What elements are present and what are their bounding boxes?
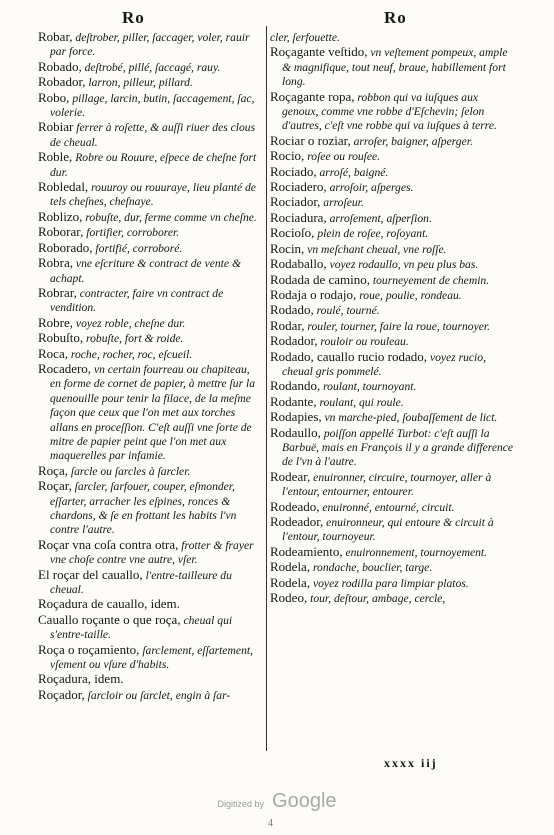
dictionary-entry — [270, 515, 515, 545]
definition: deſtrober, piller, ſaccager, voler, rauir par force. — [50, 31, 250, 59]
headword: Rocin, — [270, 240, 305, 256]
headword: Rodear, — [270, 468, 311, 484]
dictionary-entry — [38, 150, 262, 180]
headword: Rodeamiento, — [270, 543, 343, 559]
definition: arroſé, baigné. — [316, 165, 389, 179]
definition: cler, ſerfouette. — [270, 31, 340, 44]
definition: rouuroy ou rouuraye, lieu planté de tels cheſnes, cheſnaye. — [50, 181, 256, 209]
definition: robuſte, dur, ferme comme vn cheſne. — [82, 210, 257, 224]
definition: vn veſtement pompeux, ample & magnifique, tout neuf, braue, habillement fort long. — [282, 46, 508, 89]
headword: Rodada de camino, — [270, 271, 370, 287]
headword: Robado, — [38, 58, 82, 74]
dictionary-entry — [38, 256, 262, 286]
definition: poiſſon appellé Turbot: c'eſt auſſi la Barbuë, mais en François il y a grande difference de l'vn à l'autre. — [282, 426, 514, 469]
definition: roulé, tourné. — [313, 304, 380, 318]
dictionary-entry — [270, 560, 515, 575]
headword: Rociadero, — [270, 179, 327, 195]
dictionary-entry — [38, 464, 262, 479]
headword: Rodar, — [270, 317, 305, 333]
headword: Roçadura, idem. — [38, 671, 124, 687]
column-divider — [266, 26, 267, 751]
definition: rouloir ou rouleau. — [317, 335, 409, 349]
definition: vn marche-pied, ſoubaſſement de lict. — [321, 411, 498, 425]
definition: Robre ou Rouure, eſpece de cheſne fort dur. — [50, 151, 257, 179]
headword: Roça, — [38, 462, 68, 478]
headword: Robiar — [38, 119, 74, 135]
definition: roulant, tournoyant. — [320, 380, 417, 394]
headword: Rodador, — [270, 333, 318, 349]
digitized-label: Digitized by — [217, 799, 265, 809]
headword: Rodado, cauallo rucio rodado, — [270, 348, 428, 364]
dictionary-entry — [38, 672, 262, 687]
dictionary-entry — [270, 180, 515, 195]
dictionary-entry — [38, 597, 262, 612]
definition: enuironnement, tournoyement. — [342, 545, 488, 559]
definition: fortifié, corroboré. — [92, 241, 183, 255]
headword: Robo, — [38, 89, 70, 105]
definition: plein de roſee, roſoyant. — [314, 227, 429, 241]
definition: roulant, qui roule. — [316, 395, 404, 409]
dictionary-entry — [270, 165, 515, 180]
dictionary-entry — [270, 134, 515, 149]
headword: Robador, — [38, 74, 86, 90]
definition: tourneyement de chemin. — [370, 273, 490, 287]
definition: voyez rodilla para limpiar platos. — [310, 576, 469, 590]
dictionary-entry — [270, 288, 515, 303]
headword: Roça o roçamiento, — [38, 641, 140, 657]
dictionary-entry — [270, 379, 515, 394]
definition: enuironner, circuire, tournoyer, aller à l'entour, entourner, entourer. — [282, 470, 492, 499]
dictionary-entry — [270, 90, 515, 134]
headword: Roçar, — [38, 478, 72, 494]
definition: larron, pilleur, pillard. — [85, 76, 193, 90]
headword: Roborado, — [38, 239, 93, 255]
definition: tour, deſtour, ambage, cercle, — [307, 592, 446, 606]
definition: arroſeur. — [320, 196, 364, 210]
definition: ſarclement, eſſartement, vſement ou vſure d'habits. — [50, 643, 253, 672]
page-mark: 4 — [268, 818, 273, 829]
left-column — [38, 30, 262, 703]
definition: roſee ou rouſee. — [304, 150, 381, 164]
definition: vne eſcriture & contract de vente & achapt. — [50, 257, 241, 285]
dictionary-entry — [38, 316, 262, 331]
definition: arroſement, aſperſion. — [326, 211, 432, 225]
definition: ſarcler, ſarfouer, couper, eſmonder, eſſarter, arracher les eſpines, ronces & chardons, & ſe en frottant les habits l'vn contre l'autre. — [50, 480, 237, 537]
dictionary-entry — [270, 319, 515, 334]
definition: enuironné, entourné, circuit. — [319, 500, 455, 514]
headword: Roçagante veſtido, — [270, 44, 368, 60]
headword: Rodado, — [270, 302, 314, 318]
dictionary-entry — [270, 334, 515, 349]
signature-mark: xxxx iij — [384, 756, 438, 770]
headword: Rodaja o rodajo, — [270, 286, 357, 302]
headword: Roca, — [38, 345, 68, 361]
headword: El roçar del cauallo, — [38, 566, 143, 582]
headword: Rociado, — [270, 163, 317, 179]
dictionary-entry — [38, 180, 262, 210]
headword: Rodeador, — [270, 514, 324, 529]
headword: Roçador, — [38, 686, 85, 702]
headword: Rocadero, — [38, 360, 92, 376]
definition: l'entre-tailleure du cheual. — [50, 568, 232, 597]
dictionary-entry — [38, 225, 262, 240]
definition: ferrer à roſette, & auſſi riuer des clous de cheual. — [50, 121, 256, 149]
dictionary-entry — [38, 688, 262, 703]
dictionary-entry — [270, 576, 515, 591]
headword: Rodaballo, — [270, 256, 327, 272]
headword: Rodeo, — [270, 590, 308, 606]
headword: Rodapies, — [270, 409, 322, 425]
definition: arroſoir, aſperges. — [326, 181, 414, 195]
dictionary-entry — [270, 470, 515, 500]
dictionary-entry — [38, 331, 262, 346]
dictionary-entry — [38, 613, 262, 643]
dictionary-entry — [38, 30, 262, 60]
dictionary-entry — [270, 149, 515, 164]
headword: Robra, — [38, 255, 74, 271]
headword: Roborar, — [38, 224, 84, 240]
definition: arroſer, baigner, aſperger. — [350, 134, 473, 148]
definition: voyez rucio, cheual gris pommelé. — [282, 350, 486, 378]
headword: Cauallo roçante o que roça, — [38, 611, 181, 627]
dictionary-entry — [38, 538, 262, 568]
dictionary-entry — [270, 242, 515, 257]
dictionary-entry — [38, 286, 262, 316]
google-logo: Google — [272, 790, 337, 812]
dictionary-entry — [270, 30, 515, 45]
dictionary-entry — [270, 211, 515, 226]
dictionary-entry — [270, 500, 515, 515]
headword: Robledal, — [38, 179, 89, 195]
dictionary-entry — [270, 350, 515, 380]
dictionary-entry — [270, 273, 515, 288]
dictionary-entry — [270, 591, 515, 606]
dictionary-entry — [270, 226, 515, 241]
headword: Roblizo, — [38, 208, 83, 224]
definition: cheual qui s'entre-taille. — [50, 613, 233, 642]
definition: pillage, larcin, butin, ſaccagement, ſac, volerie. — [50, 91, 255, 120]
definition: roche, rocher, roc, eſcueil. — [67, 347, 193, 361]
dictionary-entry — [270, 545, 515, 560]
headword: Robar, — [38, 29, 73, 44]
definition: fortifier, corroborer. — [83, 226, 180, 240]
definition: voyez roble, cheſne dur. — [73, 316, 186, 330]
running-head-left: Ro — [122, 8, 145, 27]
dictionary-entry — [38, 643, 262, 673]
dictionary-entry — [270, 195, 515, 210]
definition: ſarcle ou ſarcles à ſarcler. — [67, 464, 191, 478]
headword: Roçar vna coſa contra otra, — [38, 536, 179, 552]
headword: Roçadura de cauallo, idem. — [38, 596, 180, 612]
dictionary-entry — [38, 60, 262, 75]
definition: contracter, faire vn contract de vendition. — [50, 286, 224, 315]
definition: enuironneur, qui entoure & circuit à l'entour, tournoyeur. — [282, 516, 494, 544]
dictionary-entry — [270, 426, 515, 470]
headword: Robre, — [38, 314, 74, 330]
dictionary-entry — [38, 210, 262, 225]
headword: Rociar o roziar, — [270, 132, 351, 148]
dictionary-entry — [38, 75, 262, 90]
headword: Rodeado, — [270, 498, 320, 514]
headword: Rociadura, — [270, 209, 327, 225]
right-column — [270, 30, 515, 606]
headword: Rodante, — [270, 393, 317, 409]
headword: Rodela, — [270, 559, 311, 575]
headword: Rocioſo, — [270, 225, 315, 241]
headword: Rodaullo, — [270, 424, 321, 440]
definition: voyez rodaullo, vn peu plus bas. — [326, 258, 479, 272]
definition: roue, poulie, rondeau. — [356, 288, 462, 302]
dictionary-entry — [270, 395, 515, 410]
dictionary-entry — [270, 45, 515, 89]
dictionary-entry — [38, 120, 262, 150]
dictionary-entry — [38, 479, 262, 538]
dictionary-entry — [270, 410, 515, 425]
dictionary-entry — [38, 568, 262, 598]
digitized-footer — [0, 790, 554, 813]
definition: vn meſchant cheual, vne roſſe. — [304, 242, 447, 256]
definition: frotter & frayer vne choſe contre vne autre, vſer. — [50, 538, 254, 567]
headword: Robrar, — [38, 284, 77, 300]
headword: Roble, — [38, 149, 73, 165]
dictionary-entry — [38, 362, 262, 464]
definition: vn certain fourreau ou chapiteau, en forme de cornet de papier, à mettre ſur la quenouille pour tenir la filace, de la meſme façon que ceux que l'on met aux torches allans en proceſſion. C'eſt auſſi vne ſorte de mitre de papier peint que l'on met aux maquerelles par infamie. — [50, 362, 255, 463]
headword: Robuſto, — [38, 330, 84, 346]
dictionary-entry — [38, 347, 262, 362]
headword: Roçagante ropa, — [270, 88, 355, 104]
running-head-right: Ro — [384, 8, 407, 27]
headword: Rodela, — [270, 574, 311, 590]
definition: robuſte, fort & roide. — [83, 332, 184, 346]
headword: Rocio, — [270, 148, 305, 164]
definition: rouler, tourner, faire la roue, tournoyer. — [304, 319, 490, 333]
dictionary-entry — [270, 257, 515, 272]
headword: Rociador, — [270, 194, 321, 210]
headword: Rodando, — [270, 378, 321, 394]
definition: ſarcloir ou ſarclet, engin à ſar- — [84, 688, 231, 702]
definition: rondache, bouclier, targe. — [310, 561, 433, 575]
dictionary-entry — [38, 241, 262, 256]
dictionary-entry — [270, 303, 515, 318]
dictionary-entry — [38, 91, 262, 121]
definition: robbon qui va iuſques aux genoux, comme vne robbe d'Eſchevin; ſelon d'autres, c'eſt vne robbe qui va iuſques à terre. — [282, 90, 497, 133]
definition: deſtrobé, pillé, ſaccagé, rauy. — [81, 60, 221, 74]
